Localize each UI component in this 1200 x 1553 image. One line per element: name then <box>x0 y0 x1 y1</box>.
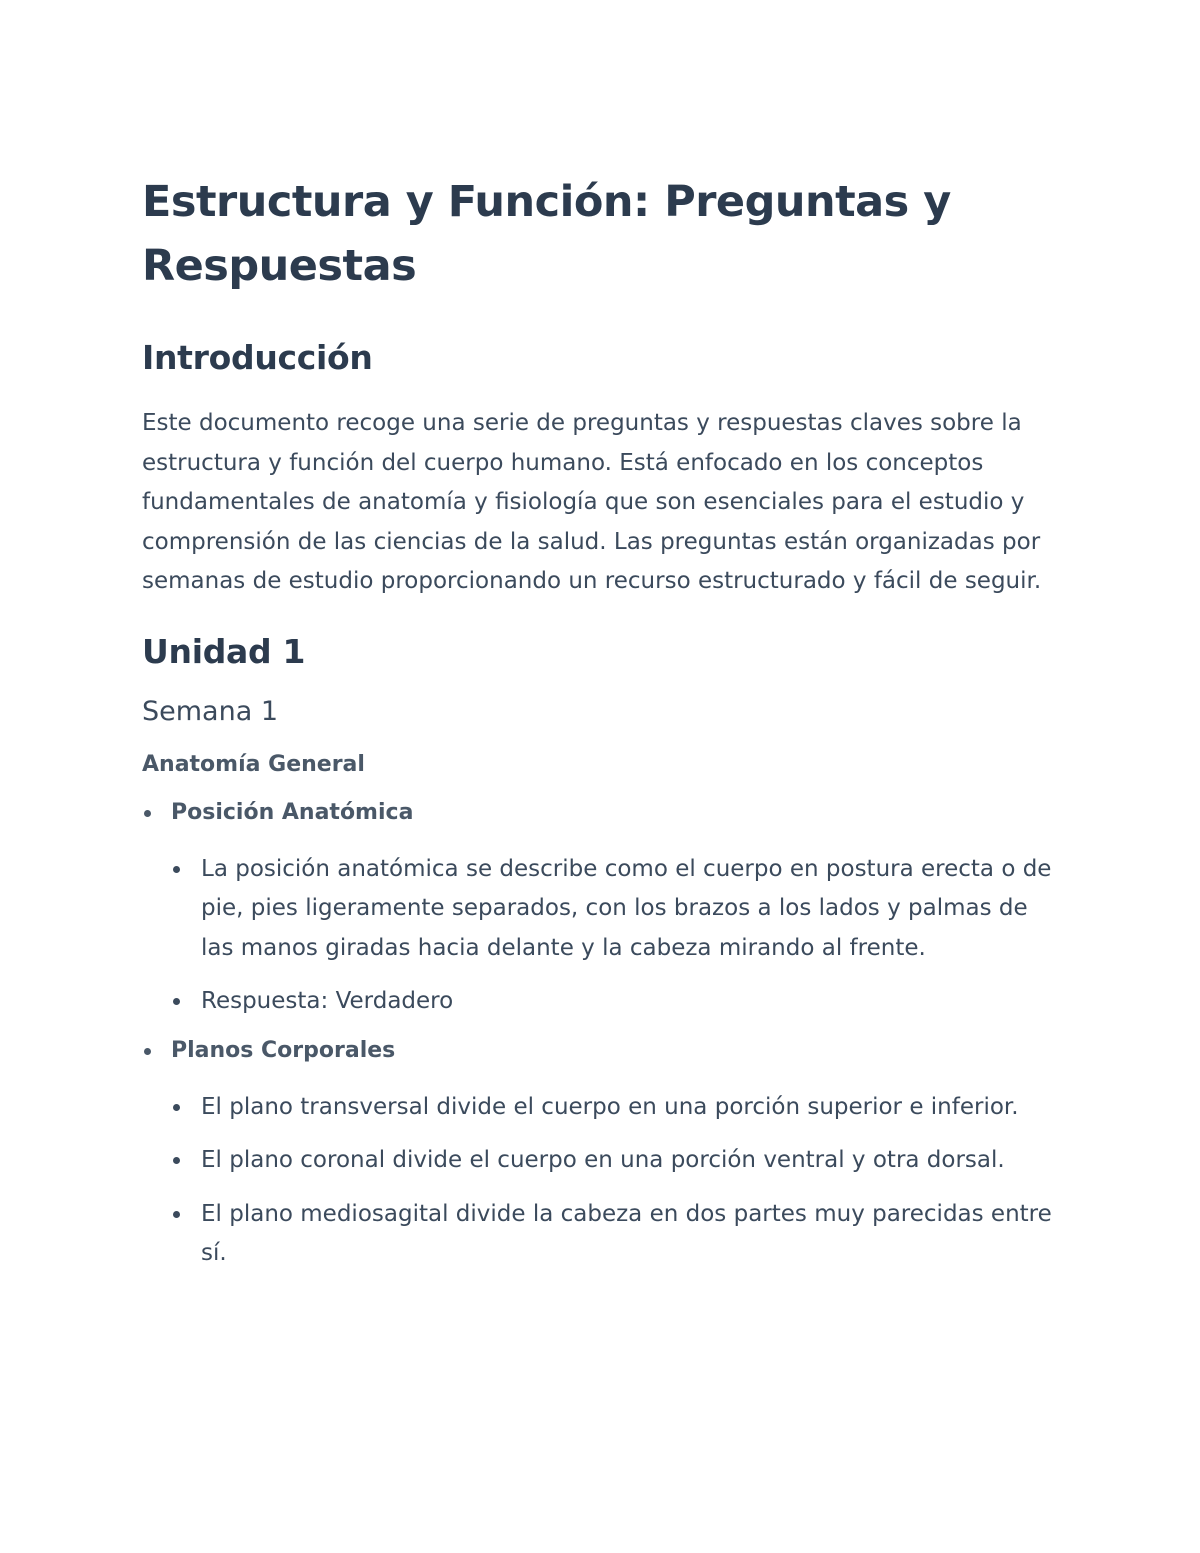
list-item: La posición anatómica se describe como el cuerpo en postura erecta o de pie, pies ligeramente separados, con los brazos a los lados y palmas de las manos giradas hacia delante y la cabeza mirando al frente. <box>171 850 1056 969</box>
subtopic-list <box>171 850 1062 1022</box>
topic-item <box>142 1036 1062 1274</box>
subtopic-list <box>171 1088 1062 1274</box>
intro-heading: Introducción <box>142 338 373 377</box>
list-item: El plano mediosagital divide la cabeza en dos partes muy parecidas entre sí. <box>171 1195 1056 1274</box>
list-item: Respuesta: Verdadero <box>171 982 1056 1022</box>
topic-title: Planos Corporales <box>171 1037 396 1063</box>
topic-title: Posición Anatómica <box>171 799 414 825</box>
topic-list <box>142 798 1062 1274</box>
week-heading: Semana 1 <box>142 695 279 727</box>
section-heading: Anatomía General <box>142 751 365 777</box>
list-item: El plano transversal divide el cuerpo en una porción superior e inferior. <box>171 1088 1056 1128</box>
document-page <box>142 170 1062 1288</box>
intro-paragraph: Este documento recoge una serie de preguntas y respuestas claves sobre la estructura y función del cuerpo humano. Está enfocado en los conceptos fundamentales de anatomía y fisiología que son esenciales para el estudio y comprensión de las ciencias de la salud. Las preguntas están organizadas por semanas de estudio proporcionando un recurso estructurado y fácil de seguir. <box>142 410 1042 594</box>
document-title: Estructura y Función: Preguntas y Respuestas <box>142 177 951 291</box>
unit-heading: Unidad 1 <box>142 631 306 671</box>
topic-item <box>142 798 1062 1022</box>
list-item: El plano coronal divide el cuerpo en una porción ventral y otra dorsal. <box>171 1141 1056 1181</box>
